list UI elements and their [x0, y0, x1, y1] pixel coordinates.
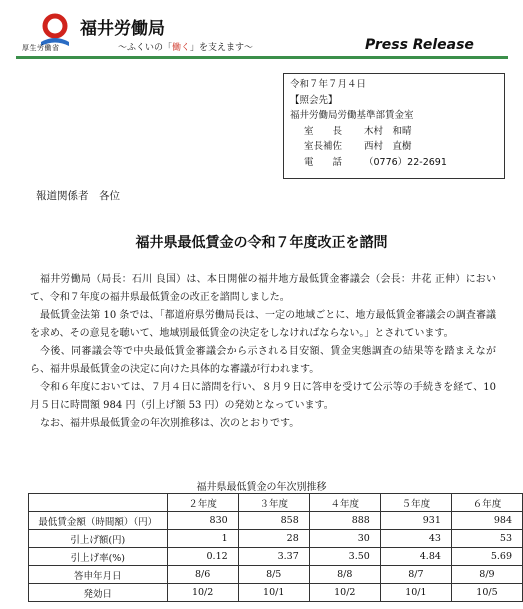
press-release-logo [363, 34, 493, 54]
table-cell: 0.12 [167, 548, 238, 566]
table-cell: 28 [238, 530, 309, 548]
table-cell: 30 [309, 530, 380, 548]
office-name: 福井労働局 [80, 19, 165, 39]
contact-role: 電 話 [304, 156, 343, 168]
column-header: ３年度 [238, 494, 309, 512]
slogan-before: ～ふくいの「 [118, 43, 173, 53]
paragraph: なお、福井県最低賃金の年次別推移は、次のとおりです。 [40, 418, 300, 429]
table-caption: 福井県最低賃金の年次別推移 [196, 482, 327, 493]
table-cell: 5.69 [451, 548, 522, 566]
row-label: 引上げ率(%) [29, 548, 168, 566]
row-label: 発効日 [29, 584, 168, 602]
table-cell: 3.50 [309, 548, 380, 566]
column-header: ２年度 [167, 494, 238, 512]
table-cell: 1 [167, 530, 238, 548]
contact-row [290, 124, 498, 140]
header-corner-cell [29, 494, 168, 512]
contact-row [290, 139, 498, 155]
table-cell: 43 [380, 530, 451, 548]
table-cell: 10/2 [167, 584, 238, 602]
contact-row [290, 155, 498, 171]
table-cell: 8/6 [167, 566, 238, 584]
press-release-text: Press Release [365, 37, 474, 53]
contact-name: 木村 和晴 [364, 125, 412, 137]
release-date: 令和７年７月４日 [290, 79, 367, 90]
contact-name: 西村 直樹 [364, 141, 412, 152]
table-cell: 3.37 [238, 548, 309, 566]
table-cell: 8/5 [238, 566, 309, 584]
table-cell: 888 [309, 512, 380, 530]
table-cell: 10/5 [451, 584, 522, 602]
table-cell: 10/1 [238, 584, 309, 602]
row-label: 最低賃金額（時間額）（円） [29, 512, 168, 530]
column-header: ５年度 [380, 494, 451, 512]
table-row [29, 512, 523, 530]
contact-box [283, 73, 505, 179]
minimum-wage-table [28, 493, 523, 602]
document-title: 福井県最低賃金の令和７年度改正を諮問 [135, 235, 388, 251]
column-header: ４年度 [309, 494, 380, 512]
contact-phone: （0776）22-2691 [364, 156, 447, 168]
paragraph: 最低賃金法第 10 条では、「都道府県労働局長は、一定の地域ごとに、地方最低賃金審議会の調査審議を求め、その意見を聴いて、地域別最低賃金の決定をしなければならない。」とされています。 [30, 310, 496, 339]
contact-department: 福井労働局労働基準部賃金室 [290, 110, 414, 121]
slogan-highlight: 働く [172, 43, 191, 53]
ministry-label: 厚生労働省 [22, 44, 60, 52]
table-cell: 10/1 [380, 584, 451, 602]
row-label: 答申年月日 [29, 566, 168, 584]
table-cell: 8/7 [380, 566, 451, 584]
table-header-row [29, 494, 523, 512]
table-row [29, 566, 523, 584]
recipient-line: 報道関係者 各位 [36, 190, 120, 202]
slogan-after: 」を支えます～ [190, 43, 254, 53]
table-cell: 8/9 [451, 566, 522, 584]
table-cell: 858 [238, 512, 309, 530]
paragraph: 令和６年度においては、７月４日に諮問を行い、８月９日に答申を受けて公示等の手続きを経て、10 月５日に時間額 984 円（引上げ額 53 円）の発効となっています。 [30, 382, 496, 411]
table-cell: 53 [451, 530, 522, 548]
table-cell: 4.84 [380, 548, 451, 566]
table-row [29, 584, 523, 602]
slogan [118, 40, 253, 53]
table-row [29, 530, 523, 548]
table-cell: 8/8 [309, 566, 380, 584]
body-text [30, 271, 496, 433]
contact-role: 室 長 [304, 125, 343, 137]
row-label: 引上げ額(円) [29, 530, 168, 548]
column-header: ６年度 [451, 494, 522, 512]
table-cell: 984 [451, 512, 522, 530]
contact-heading: 【照会先】 [290, 94, 338, 106]
table-cell: 10/2 [309, 584, 380, 602]
paragraph: 福井労働局（局長：石川 良国）は、本日開催の福井地方最低賃金審議会（会長：井花 正伸）において、令和７年度の福井県最低賃金の改正を諮問しました。 [30, 274, 496, 303]
table-cell: 931 [380, 512, 451, 530]
paragraph: 今後、同審議会等で中央最低賃金審議会から示される目安額、賃金実態調査の結果等を踏まえながら、福井県最低賃金の決定に向けた具体的な審議が行われます。 [30, 346, 496, 375]
table-row [29, 548, 523, 566]
header-rule [16, 56, 508, 59]
table-cell: 830 [167, 512, 238, 530]
contact-role: 室長補佐 [304, 141, 343, 152]
table-body [29, 512, 523, 602]
